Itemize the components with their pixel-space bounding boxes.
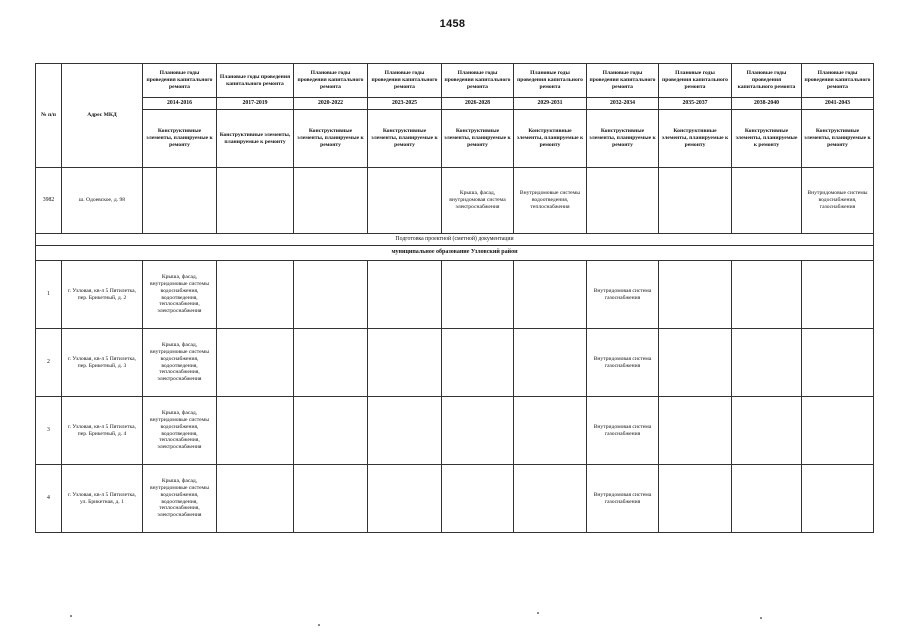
- work-cell: [587, 168, 659, 234]
- scan-speck: [537, 612, 539, 614]
- planned-years-header: Плановые годы проведения капитального ремонта: [659, 64, 732, 98]
- work-cell: [732, 397, 802, 465]
- scan-speck: [318, 624, 320, 626]
- work-cell: [659, 261, 732, 329]
- elements-header: Конструктивные элементы, планируемые к ремонту: [294, 110, 368, 168]
- elements-header: Конструктивные элементы, планируемые к ремонту: [802, 110, 874, 168]
- work-cell: [732, 168, 802, 234]
- planned-years-header: Плановые годы проведения капитального ремонта: [514, 64, 587, 98]
- work-cell: [732, 465, 802, 533]
- period-header: 2029-2031: [514, 98, 587, 110]
- work-cell: Внутридомовые системы водоснабжения, газоснабжения: [802, 168, 874, 234]
- work-cell: [217, 168, 294, 234]
- row-address: г. Узловая, кв-л 5 Пятилетка, ул. Брикетная, д. 1: [62, 465, 143, 533]
- work-cell: Внутридомовая система газоснабжения: [587, 261, 659, 329]
- col-address-header: Адрес МКД: [62, 64, 143, 168]
- capital-repair-table: [35, 63, 874, 533]
- period-header: 2035-2037: [659, 98, 732, 110]
- period-header: 2014-2016: [143, 98, 217, 110]
- period-header: 2023-2025: [368, 98, 442, 110]
- section-title: Подготовка проектной (сметной) документации: [36, 234, 874, 246]
- row-number: 4: [36, 465, 62, 533]
- work-cell: [442, 329, 514, 397]
- row-address: г. Узловая, кв-л 5 Пятилетка, пер. Брикетный, д. 4: [62, 397, 143, 465]
- col-num-header: № п/п: [36, 64, 62, 168]
- work-cell: [217, 329, 294, 397]
- work-cell: [368, 168, 442, 234]
- work-cell: Крыша, фасад, внутридомовые системы водоснабжения, водоотведения, теплоснабжения, электроснабжения: [143, 329, 217, 397]
- work-cell: [368, 397, 442, 465]
- row-number: 3: [36, 397, 62, 465]
- work-cell: Крыша, фасад, внутридомовые системы водоснабжения, водоотведения, теплоснабжения, электроснабжения: [143, 261, 217, 329]
- work-cell: [802, 261, 874, 329]
- work-cell: [442, 261, 514, 329]
- scan-speck: [760, 617, 762, 619]
- elements-header: Конструктивные элементы, планируемые к ремонту: [732, 110, 802, 168]
- work-cell: [802, 397, 874, 465]
- work-cell: [732, 329, 802, 397]
- elements-header: Конструктивные элементы, планируемые к ремонту: [659, 110, 732, 168]
- work-cell: [659, 465, 732, 533]
- municipality-title: муниципальное образование Узловский район: [36, 246, 874, 261]
- planned-years-header: Плановые годы проведения капитального ремонта: [217, 64, 294, 98]
- table-row: [36, 261, 874, 329]
- work-cell: Внутридомовые системы водоотведения, теплоснабжения: [514, 168, 587, 234]
- work-cell: [294, 261, 368, 329]
- work-cell: [514, 397, 587, 465]
- elements-header: Конструктивные элементы, планируемые к ремонту: [217, 110, 294, 168]
- row-number: 3982: [36, 168, 62, 234]
- work-cell: [368, 261, 442, 329]
- elements-header: Конструктивные элементы, планируемые к ремонту: [442, 110, 514, 168]
- work-cell: [732, 261, 802, 329]
- table-row: [36, 465, 874, 533]
- scan-speck: [70, 615, 72, 617]
- planned-years-header: Плановые годы проведения капитального ремонта: [442, 64, 514, 98]
- planned-years-header: Плановые годы проведения капитального ремонта: [143, 64, 217, 98]
- page-number: 1458: [439, 18, 466, 30]
- header-row: [36, 64, 874, 98]
- period-header: 2041-2043: [802, 98, 874, 110]
- work-cell: [442, 465, 514, 533]
- period-header: 2017-2019: [217, 98, 294, 110]
- work-cell: Внутридомовая система газоснабжения: [587, 329, 659, 397]
- work-cell: Внутридомовая система газоснабжения: [587, 465, 659, 533]
- work-cell: [368, 465, 442, 533]
- row-address: г. Узловая, кв-л 5 Пятилетка, пер. Брикетный, д. 2: [62, 261, 143, 329]
- elements-header: Конструктивные элементы, планируемые к ремонту: [368, 110, 442, 168]
- period-header: 2026-2028: [442, 98, 514, 110]
- work-cell: [143, 168, 217, 234]
- planned-years-header: Плановые годы проведения капитального ремонта: [732, 64, 802, 98]
- planned-years-header: Плановые годы проведения капитального ремонта: [294, 64, 368, 98]
- work-cell: Крыша, фасад, внутридомовые системы водоснабжения, водоотведения, теплоснабжения, электроснабжения: [143, 465, 217, 533]
- table-row: [36, 168, 874, 234]
- period-header: 2020-2022: [294, 98, 368, 110]
- work-cell: [659, 397, 732, 465]
- work-cell: [294, 168, 368, 234]
- work-cell: [802, 465, 874, 533]
- work-cell: [514, 329, 587, 397]
- work-cell: Крыша, фасад, внутридомовые системы водоснабжения, водоотведения, теплоснабжения, электроснабжения: [143, 397, 217, 465]
- section-row: [36, 234, 874, 246]
- period-header: 2038-2040: [732, 98, 802, 110]
- work-cell: [659, 168, 732, 234]
- row-number: 2: [36, 329, 62, 397]
- table-row: [36, 397, 874, 465]
- work-cell: [802, 329, 874, 397]
- work-cell: [294, 397, 368, 465]
- row-address: ш. Одоевское, д. 98: [62, 168, 143, 234]
- row-number: 1: [36, 261, 62, 329]
- planned-years-header: Плановые годы проведения капитального ремонта: [587, 64, 659, 98]
- work-cell: [514, 465, 587, 533]
- municipality-row: [36, 246, 874, 261]
- elements-header: Конструктивные элементы, планируемые к ремонту: [587, 110, 659, 168]
- elements-header-row: [36, 110, 874, 168]
- elements-header: Конструктивные элементы, планируемые к ремонту: [143, 110, 217, 168]
- work-cell: [368, 329, 442, 397]
- work-cell: [217, 397, 294, 465]
- work-cell: [217, 465, 294, 533]
- table-row: [36, 329, 874, 397]
- elements-header: Конструктивные элементы, планируемые к ремонту: [514, 110, 587, 168]
- period-header: 2032-2034: [587, 98, 659, 110]
- row-address: г. Узловая, кв-л 5 Пятилетка, пер. Брикетный, д. 3: [62, 329, 143, 397]
- work-cell: Крыша, фасад, внутридомовая система электроснабжения: [442, 168, 514, 234]
- work-cell: [442, 397, 514, 465]
- work-cell: Внутридомовая система газоснабжения: [587, 397, 659, 465]
- work-cell: [294, 329, 368, 397]
- periods-row: [36, 98, 874, 110]
- planned-years-header: Плановые годы проведения капитального ремонта: [802, 64, 874, 98]
- work-cell: [294, 465, 368, 533]
- work-cell: [659, 329, 732, 397]
- planned-years-header: Плановые годы проведения капитального ремонта: [368, 64, 442, 98]
- work-cell: [217, 261, 294, 329]
- work-cell: [514, 261, 587, 329]
